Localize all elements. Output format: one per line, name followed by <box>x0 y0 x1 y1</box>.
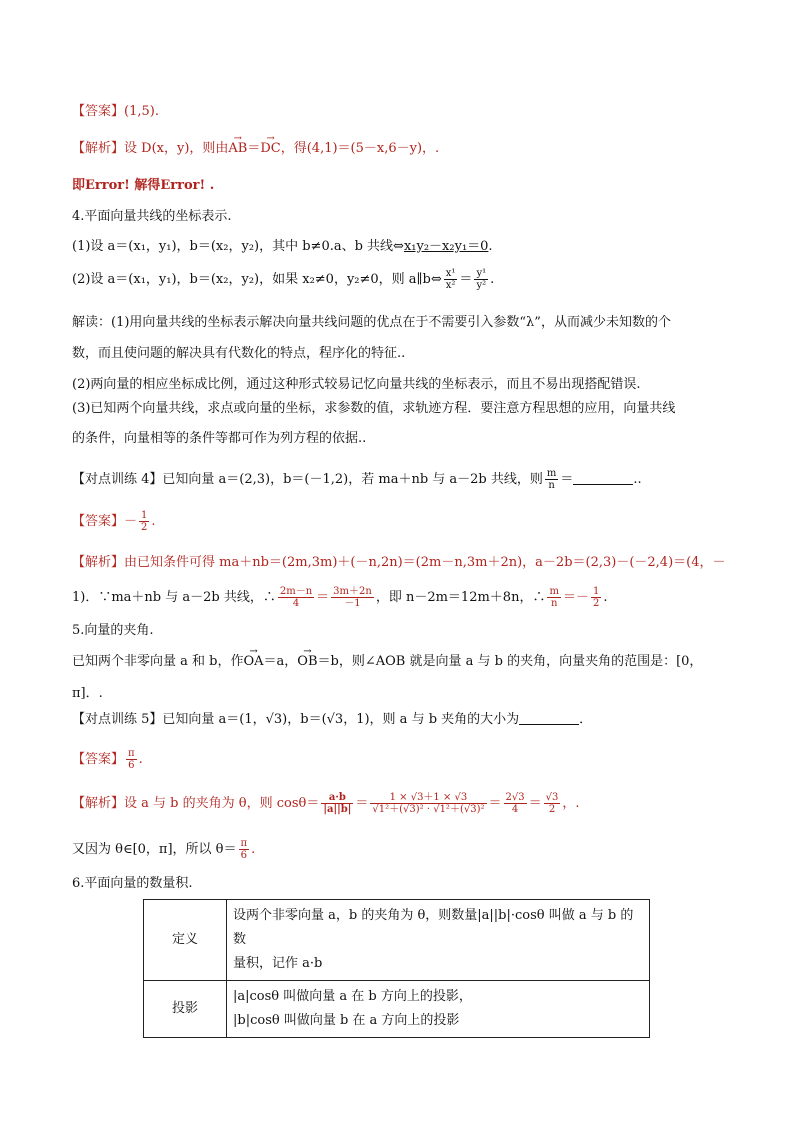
fraction-x <box>444 268 458 291</box>
fraction-2 <box>370 792 486 815</box>
analysis-text-post: ，得(4,1)＝(5－x,6－y)，. <box>280 141 440 156</box>
training-4-analysis-1 <box>72 552 726 574</box>
analysis-text-mid: ，即 n－2m＝12m＋8n，∴ <box>375 590 546 605</box>
frac-den: 2 <box>592 598 600 609</box>
row-body <box>227 900 650 981</box>
frac-num: y¹ <box>476 268 487 279</box>
frac-den: |a||b| <box>323 804 352 815</box>
row-body <box>227 981 650 1038</box>
frac-num: a·b <box>321 792 353 804</box>
frac-num: x¹ <box>445 268 456 279</box>
frac-den: y² <box>476 280 487 291</box>
section-5-para-end: π]．. <box>72 686 103 701</box>
training-5-conclusion <box>72 838 722 861</box>
analysis-end: ，. <box>562 796 580 811</box>
conclusion-end: . <box>251 842 256 857</box>
analysis-label: 【解析】 <box>72 141 125 156</box>
question-end: .. <box>633 472 642 487</box>
training-5-question <box>72 709 722 731</box>
minus-sign: － <box>124 514 138 529</box>
vector-ab: → AB <box>228 138 247 160</box>
collinear-condition: x₁y₂－x₂y₁＝0 <box>403 239 489 254</box>
table-row <box>144 900 650 981</box>
vector-dc: → DC <box>260 138 280 160</box>
dot-product-table <box>143 899 650 1038</box>
frac-den: 2 <box>548 804 556 815</box>
frac-num: m <box>546 468 557 479</box>
answer-line-1 <box>72 101 722 123</box>
analysis-text-pre: 1)．∵ma＋nb 与 a－2b 共线，∴ <box>72 590 276 605</box>
frac-num: 1 <box>592 586 600 597</box>
equals-sign: ＝ <box>247 141 261 156</box>
equals-sign: ＝ <box>560 472 574 487</box>
para-text-mid-1: ＝a， <box>263 654 298 669</box>
equals-sign: ＝ <box>528 796 542 811</box>
fraction-1 <box>278 586 314 609</box>
answer-text: (1,5). <box>124 104 159 119</box>
vector-oa: → OA <box>243 651 263 673</box>
training-5-label: 【对点训练 5】 <box>72 712 163 727</box>
frac-num: 2m－n <box>279 586 313 597</box>
frac-den: 4 <box>292 598 300 609</box>
frac-den: 4 <box>511 804 519 815</box>
frac-num: 1 <box>141 510 148 521</box>
row-line: 量积，记作 a·b <box>233 956 323 971</box>
analysis-text: 由已知条件可得 ma＋nb＝(2m,3m)＋(－n,2n)＝(2m－n,3m＋2n)，a－2b＝(2,3)－(－2,4)＝(4，－ <box>124 555 726 570</box>
answer-label: 【答案】 <box>72 752 125 767</box>
frac-num: m <box>549 586 559 597</box>
fraction-4 <box>591 586 601 609</box>
frac-den: n <box>550 598 558 609</box>
answer-label: 【答案】 <box>72 514 125 529</box>
section-5-para <box>72 651 722 673</box>
para-1-text: (1)设 a＝(x₁，y₁)，b＝(x₂，y₂)，其中 b≠0.a、b 共线⇔ <box>72 239 404 254</box>
para-1-end: . <box>488 239 493 254</box>
fraction-answer <box>126 748 137 771</box>
section-4-para-1 <box>72 236 722 258</box>
training-4-label: 【对点训练 4】 <box>72 472 163 487</box>
frac-num: 2√3 <box>505 792 525 803</box>
analysis-text-pre: 设 a 与 b 的夹角为 θ，则 cosθ＝ <box>124 796 320 811</box>
training-4-analysis-2 <box>72 586 722 609</box>
fraction-3 <box>547 586 560 609</box>
frac-den: x² <box>445 280 456 291</box>
note-3b: 的条件，向量相等的条件等都可作为列方程的依据.. <box>72 431 367 446</box>
fraction-m-n <box>545 468 558 491</box>
table-row <box>144 981 650 1038</box>
frac-den: 6 <box>240 850 247 861</box>
analysis-label: 【解析】 <box>72 555 125 570</box>
training-5-analysis <box>72 792 722 815</box>
question-text: 已知向量 a＝(1，√3)，b＝(√3，1)，则 a 与 b 夹角的大小为 <box>162 712 520 727</box>
training-4-question <box>72 468 722 491</box>
equals-minus: ＝－ <box>562 590 589 605</box>
analysis-label: 【解析】 <box>72 796 125 811</box>
fraction-3 <box>504 792 527 815</box>
frac-num: π <box>128 748 135 759</box>
row-line: |a|cosθ 叫做向量 a 在 b 方向上的投影， <box>233 989 472 1004</box>
fraction-answer <box>139 510 149 533</box>
para-2-end: . <box>490 272 495 287</box>
analysis-line-1 <box>72 138 722 160</box>
answer-blank <box>573 470 633 485</box>
section-4-para-2 <box>72 268 722 291</box>
question-end: ． <box>579 712 593 727</box>
question-text: 已知向量 a＝(2,3)，b＝(－1,2)，若 ma＋nb 与 a－2b 共线，则 <box>162 472 543 487</box>
note-1b: 数，而且使问题的解决具有代数化的特点，程序化的特征.. <box>72 346 406 361</box>
frac-num: π <box>240 838 248 849</box>
note-3a: (3)已知两个向量共线，求点或向量的坐标，求参数的值，求轨迹方程．要注意方程思想的应用，向量共线 <box>72 401 676 416</box>
row-line: |b|cosθ 叫做向量 b 在 a 方向上的投影 <box>233 1013 460 1028</box>
answer-label: 【答案】 <box>72 104 125 119</box>
frac-num: 3m＋2n <box>333 586 372 597</box>
analysis-end: . <box>603 590 608 605</box>
section-4-title: 4.平面向量共线的坐标表示. <box>72 209 232 224</box>
note-1a: 解读：(1)用向量共线的坐标表示解决向量共线问题的优点在于不需要引入参数“λ”，从而减少未知数的个 <box>72 315 671 330</box>
frac-den: 2 <box>141 522 148 533</box>
section-5-title: 5.向量的夹角. <box>72 623 154 638</box>
equals-sign: ＝ <box>355 796 369 811</box>
equals-sign: ＝ <box>316 590 330 605</box>
row-head: 投影 <box>144 981 227 1038</box>
equals-sign: ＝ <box>488 796 502 811</box>
frac-num: 1 × √3＋1 × √3 <box>370 792 486 804</box>
row-head: 定义 <box>144 900 227 981</box>
para-text-mid-2: ＝b，则∠AOB 就是向量 a 与 b 的夹角，向量夹角的范围是：[0， <box>317 654 703 669</box>
para-text-pre: 已知两个非零向量 a 和 b，作 <box>72 654 244 669</box>
fraction-y <box>474 268 488 291</box>
fraction-1 <box>321 792 353 815</box>
training-4-answer <box>72 510 722 533</box>
frac-den: －1 <box>344 598 361 609</box>
error-line: 即Error! 解得Error! . <box>72 178 215 193</box>
frac-den: √1²＋(√3)² · √1²＋(√3)² <box>372 804 485 815</box>
section-6-title: 6.平面向量的数量积. <box>72 876 193 891</box>
training-5-answer <box>72 748 722 771</box>
fraction-4 <box>544 792 561 815</box>
fraction-conclusion <box>239 838 250 861</box>
answer-end: . <box>138 752 143 767</box>
fraction-2 <box>331 586 374 609</box>
para-2-text: (2)设 a＝(x₁，y₁)，b＝(x₂，y₂)，如果 x₂≠0，y₂≠0，则 a∥b⇔ <box>72 272 442 287</box>
answer-blank <box>519 710 579 725</box>
conclusion-text: 又因为 θ∈[0，π]，所以 θ＝ <box>72 842 237 857</box>
answer-end: . <box>151 514 156 529</box>
row-line: 设两个非零向量 a，b 的夹角为 θ，则数量|a||b|·cosθ 叫做 a 与 b 的数 <box>233 908 634 947</box>
frac-num: √3 <box>545 792 559 803</box>
note-2: (2)两向量的相应坐标成比例，通过这种形式较易记忆向量共线的坐标表示，而且不易出现搭配错误. <box>72 377 641 392</box>
analysis-text-pre: 设 D(x，y)，则由 <box>124 141 229 156</box>
frac-den: 6 <box>128 760 135 771</box>
vector-ob: → OB <box>297 651 317 673</box>
frac-den: n <box>548 480 555 491</box>
equals-sign: ＝ <box>459 272 473 287</box>
